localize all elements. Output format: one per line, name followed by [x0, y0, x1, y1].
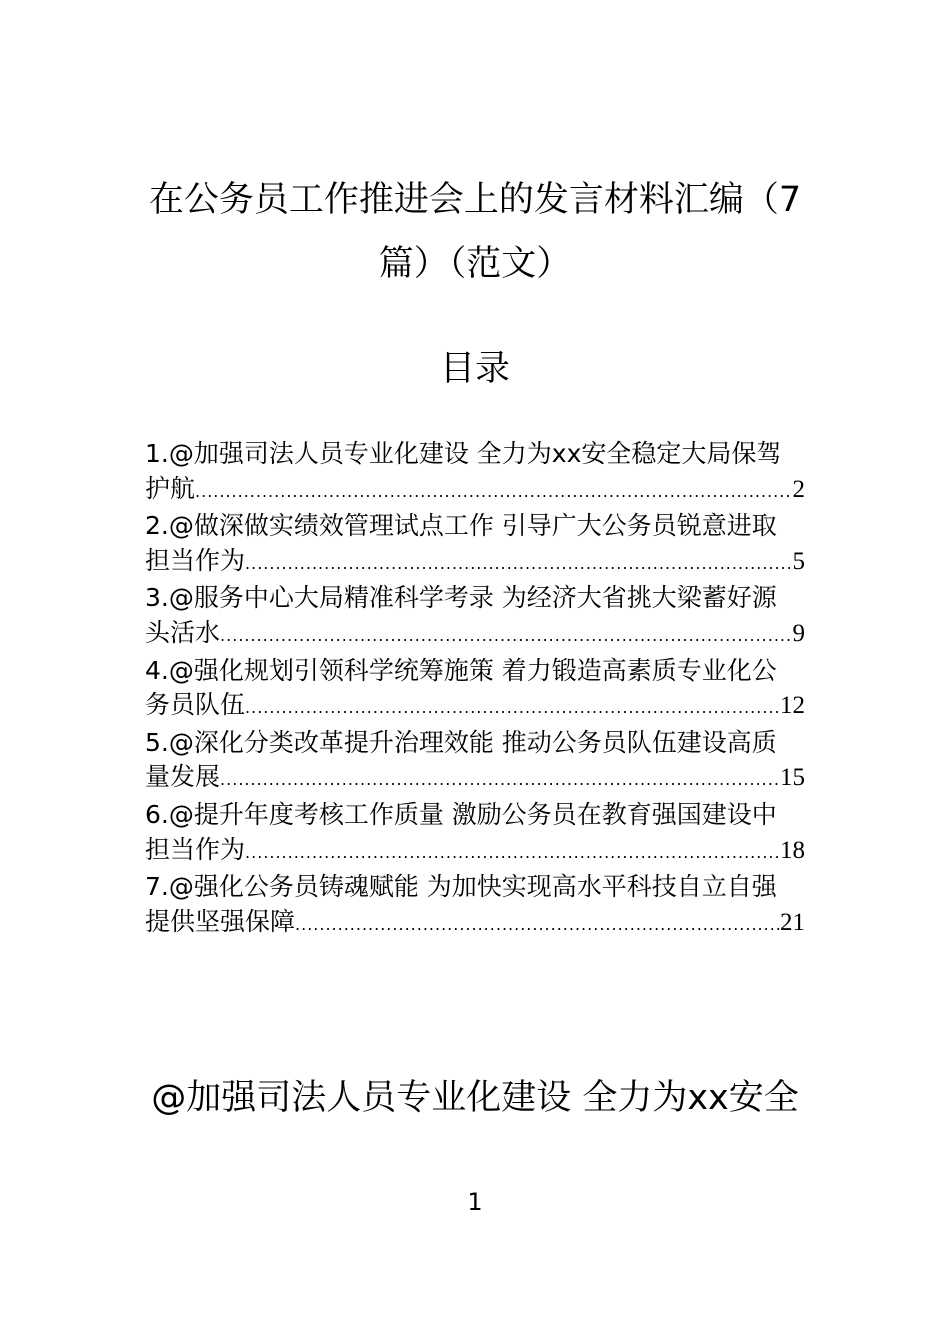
toc-entry[interactable]	[145, 437, 805, 509]
toc-dot-leader	[220, 619, 792, 654]
toc-dot-leader	[195, 475, 792, 510]
document-title: 在公务员工作推进会上的发言材料汇编（7篇）（范文）	[148, 180, 802, 284]
section-heading: @加强司法人员专业化建设 全力为xx安全	[151, 1078, 799, 1118]
toc-entry[interactable]	[145, 798, 805, 870]
toc-entry[interactable]	[145, 581, 805, 653]
toc-entry-title-continued: 务员队伍	[145, 690, 246, 720]
toc-entry-title: 4.@强化规划引领科学统筹施策 着力锻造高素质专业化公	[145, 655, 777, 685]
toc-dot-leader	[220, 763, 780, 798]
toc-entry[interactable]	[145, 726, 805, 798]
toc-heading: 目录	[439, 349, 510, 389]
toc-entry-title: 5.@深化分类改革提升治理效能 推动公务员队伍建设高质	[145, 727, 777, 757]
toc-page-number: 15	[780, 764, 805, 792]
toc-page-number: 9	[792, 619, 805, 647]
toc-dot-leader	[245, 836, 780, 871]
toc-entry-title-continued: 头活水	[145, 617, 221, 647]
toc-page-number: 2	[792, 475, 805, 503]
toc-entry-title: 1.@加强司法人员专业化建设 全力为xx安全稳定大局保驾	[145, 439, 782, 468]
toc-entry-title-continued: 担当作为	[145, 834, 246, 864]
toc-page-number: 21	[780, 908, 805, 936]
table-of-contents	[145, 437, 805, 942]
page-number: 1	[467, 1188, 483, 1216]
toc-entry-title-continued: 量发展	[145, 762, 221, 792]
toc-entry-title: 2.@做深做实绩效管理试点工作 引导广大公务员锐意进取	[145, 511, 777, 541]
toc-page-number: 12	[780, 692, 805, 720]
toc-entry-title: 3.@服务中心大局精准科学考录 为经济大省挑大梁蓄好源	[145, 583, 777, 613]
toc-dot-leader	[245, 547, 792, 582]
toc-entry[interactable]	[145, 870, 805, 942]
toc-entry-title-continued: 提供坚强保障	[145, 906, 296, 936]
toc-entry-title: 7.@强化公务员铸魂赋能 为加快实现高水平科技自立自强	[145, 872, 777, 902]
toc-entry[interactable]	[145, 509, 805, 581]
toc-page-number: 18	[780, 836, 805, 864]
toc-entry-title: 6.@提升年度考核工作质量 激励公务员在教育强国建设中	[145, 799, 777, 829]
toc-page-number: 5	[792, 547, 805, 575]
toc-entry-title-continued: 担当作为	[145, 545, 246, 575]
toc-entry[interactable]	[145, 654, 805, 726]
toc-dot-leader	[245, 691, 780, 726]
toc-entry-title-continued: 护航	[145, 473, 196, 503]
toc-dot-leader	[295, 908, 780, 943]
